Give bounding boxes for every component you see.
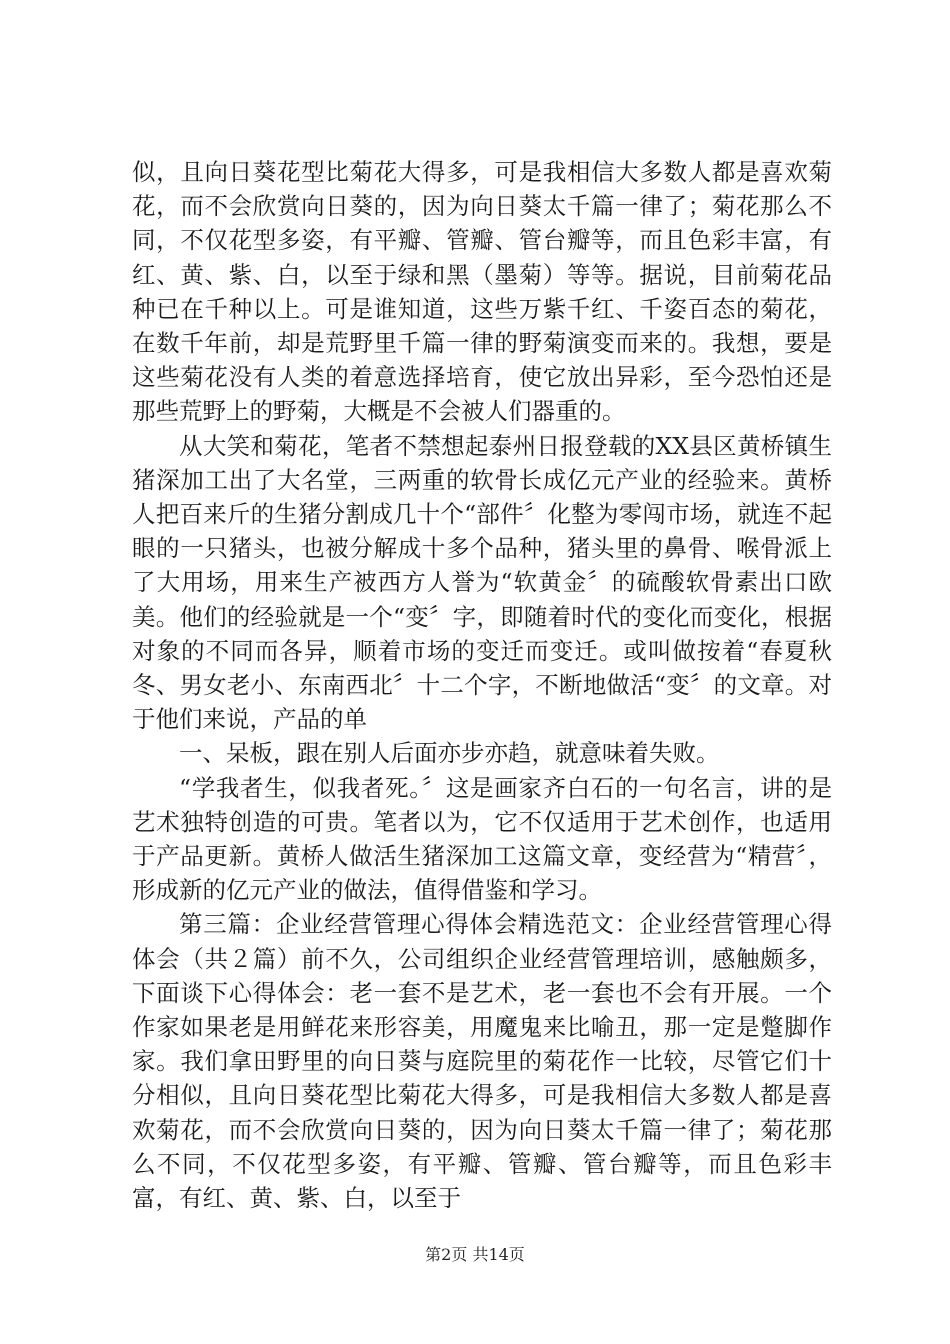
paragraph-qi-baishi-quote: “学我者生，似我者死。〞这是画家齐白石的一句名言，讲的是艺术独特创造的可贵。笔者以为，它不仅适用于艺术创作，也适用于产品更新。黄桥人做活生猪深加工这篇文章，变经营为“精营〞，形成新的亿元产业的做法，值得借鉴和学习。 xyxy=(132,773,832,905)
paragraph-third-article: 第三篇：企业经营管理心得体会精选范文：企业经营管理心得体会（共２篇）前不久，公司组织企业经营管理培训，感触颇多，下面谈下心得体会：老一套不是艺术，老一套也不会有开展。一个作家如果老是用鲜花来形容美，用魔鬼来比喻丑，那一定是蹩脚作家。我们拿田野里的向日葵与庭院里的菊花作一比较，尽管它们十分相似，且向日葵花型比菊花大得多，可是我相信大多数人都是喜欢菊花，而不会欣赏向日葵的，因为向日葵太千篇一律了；菊花那么不同，不仅花型多姿，有平瓣、管瓣、管台瓣等，而且色彩丰富，有红、黄、紫、白，以至于 xyxy=(132,910,832,1213)
document-body xyxy=(132,155,832,1215)
paragraph-huangqiao-experience: 从大笑和菊花，笔者不禁想起泰州日报登载的XX县区黄桥镇生猪深加工出了大名堂，三两重的软骨长成亿元产业的经验来。黄桥人把百来斤的生猪分割成几十个“部件〞化整为零闯市场，就连不起眼的一只猪头，也被分解成十多个品种，猪头里的鼻骨、喉骨派上了大用场，用来生产被西方人誉为“软黄金〞的硫酸软骨素出口欧美。他们的经验就是一个“变〞字，即随着时代的变化而变化，根据对象的不同而各异，顺着市场的变迁而变迁。或叫做按着“春夏秋冬、男女老小、东南西北〞十二个字，不断地做活“变〞的文章。对于他们来说，产品的单 xyxy=(132,431,832,734)
paragraph-chrysanthemum-comparison: 似，且向日葵花型比菊花大得多，可是我相信大多数人都是喜欢菊花，而不会欣赏向日葵的，因为向日葵太千篇一律了；菊花那么不同，不仅花型多姿，有平瓣、管瓣、管台瓣等，而且色彩丰富，有红、黄、紫、白，以至于绿和黑（墨菊）等等。据说，目前菊花品种已在千种以上。可是谁知道，这些万紫千红、千姿百态的菊花，在数千年前，却是荒野里千篇一律的野菊演变而来的。我想，要是这些菊花没有人类的着意选择培育，使它放出异彩，至今恐怕还是那些荒野上的野菊，大概是不会被人们器重的。 xyxy=(132,158,832,426)
paragraph-rigidity-failure: 一、呆板，跟在别人后面亦步亦趋，就意味着失败。 xyxy=(179,739,720,768)
page-number-footer: 第2页 共14页 xyxy=(425,1245,525,1264)
